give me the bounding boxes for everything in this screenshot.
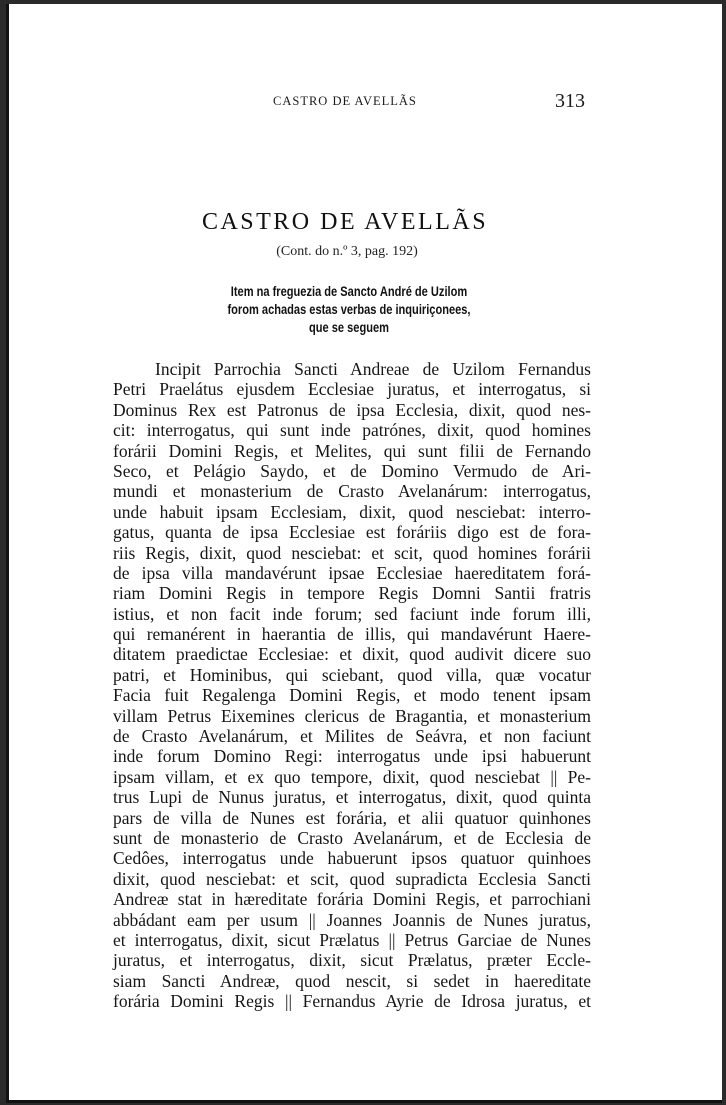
body-line: forária Domini Regis || Fernandus Ayrie de Idrosa juratus, et xyxy=(113,991,591,1012)
book-page xyxy=(6,4,722,1103)
section-heading-line: que se seguem xyxy=(308,320,389,335)
body-paragraph xyxy=(113,359,591,1012)
body-line: Incipit Parrochia Sancti Andreae de Uzilom Fernandus xyxy=(155,359,591,379)
body-line: mundi et monasterium de Crasto Avelanárum: interrogatus, xyxy=(113,481,591,502)
running-head xyxy=(9,90,725,114)
body-line: trus Lupi de Nunus juratus, et interrogatus, dixit, quod quinta xyxy=(113,787,591,808)
body-line: qui remanérent in haerantia de illis, qui mandavérunt Haere- xyxy=(113,624,591,645)
page-number: 313 xyxy=(555,90,585,112)
body-line: sunt de monasterio de Crasto Avelanárum, et de Ecclesia de xyxy=(113,827,591,848)
body-line: ipsam villam, et ex quo tempore, dixit, quod nesciebat || Pe- xyxy=(113,766,591,787)
body-line: inde forum Domino Regi: interrogatus unde ipsi habuerunt xyxy=(113,746,591,767)
body-line: et interrogatus, dixit, sicut Prælatus || Petrus Garciae de Nunes xyxy=(113,929,591,950)
body-line: Cedôes, interrogatus unde habuerunt ipsos quatuor quinhoes xyxy=(113,848,591,869)
body-line: juratus, et interrogatus, dixit, sicut Prælatus, præter Eccle- xyxy=(113,950,591,971)
body-line: riam Domini Regis in tempore Regis Domni Santii fratris xyxy=(113,583,591,604)
article-title: CASTRO DE AVELLÃS xyxy=(201,209,489,235)
section-heading xyxy=(70,283,628,337)
body-line: riis Regis, dixit, quod nesciebat: et scit, quod homines forárii xyxy=(113,542,591,563)
body-line: Dominus Rex est Patronus de ipsa Ecclesia, dixit, quod nes- xyxy=(113,399,591,420)
body-line: unde habuit ipsam Ecclesiam, dixit, quod nesciebat: interro- xyxy=(113,501,591,522)
body-line: villam Petrus Eixemines clericus de Bragantia, et monasterium xyxy=(113,705,591,726)
body-line: forárii Domini Regis, et Melites, qui sunt filii de Fernando xyxy=(113,440,591,461)
running-title: CASTRO DE AVELLÃS xyxy=(273,94,417,108)
body-line: patri, et Hominibus, qui sciebant, quod villa, quæ vocatur xyxy=(113,664,591,685)
body-line: istius, et non facit inde forum; sed faciunt inde forum illi, xyxy=(113,603,591,624)
body-line: de Crasto Avelanárum, et Milites de Seávra, et non faciunt xyxy=(113,726,591,747)
body-line: gatus, quanta de ipsa Ecclesiae est foráriis digo est de fora- xyxy=(113,522,591,543)
body-line: Andreæ stat in hæreditate forária Domini Regis, et parrochiani xyxy=(113,889,591,910)
body-line: cit: interrogatus, qui sunt inde patrónes, dixit, quod homines xyxy=(113,420,591,441)
body-line: ditatem praedictae Ecclesiae: et dixit, quod audivit dicere suo xyxy=(113,644,591,665)
body-line: siam Sancti Andreæ, quod nescit, si sedet in haereditate xyxy=(113,970,591,991)
body-line: dixit, quod nesciebat: et scit, quod supradicta Ecclesia Sancti xyxy=(113,868,591,889)
body-line: Seco, et Pelágio Saydo, et de Domino Vermudo de Ari- xyxy=(113,460,591,481)
body-line: Facia fuit Regalenga Domini Regis, et modo tenent ipsam xyxy=(113,685,591,706)
body-line: pars de villa de Nunes est forária, et alii quatuor quinhones xyxy=(113,807,591,828)
body-line: de ipsa villa mandavérunt ipsae Ecclesiae haereditatem forá- xyxy=(113,562,591,583)
section-heading-line: Item na freguezia de Sancto André de Uzilom xyxy=(230,284,468,299)
body-line: Petri Praelátus ejusdem Ecclesiae juratus, et interrogatus, si xyxy=(113,379,591,400)
section-heading-line: forom achadas estas verbas de inquiriçonees, xyxy=(227,302,471,317)
body-line: abbádant eam per usum || Joannes Joannis de Nunes juratus, xyxy=(113,909,591,930)
article-subtitle: (Cont. do n.º 3, pag. 192) xyxy=(276,244,418,259)
